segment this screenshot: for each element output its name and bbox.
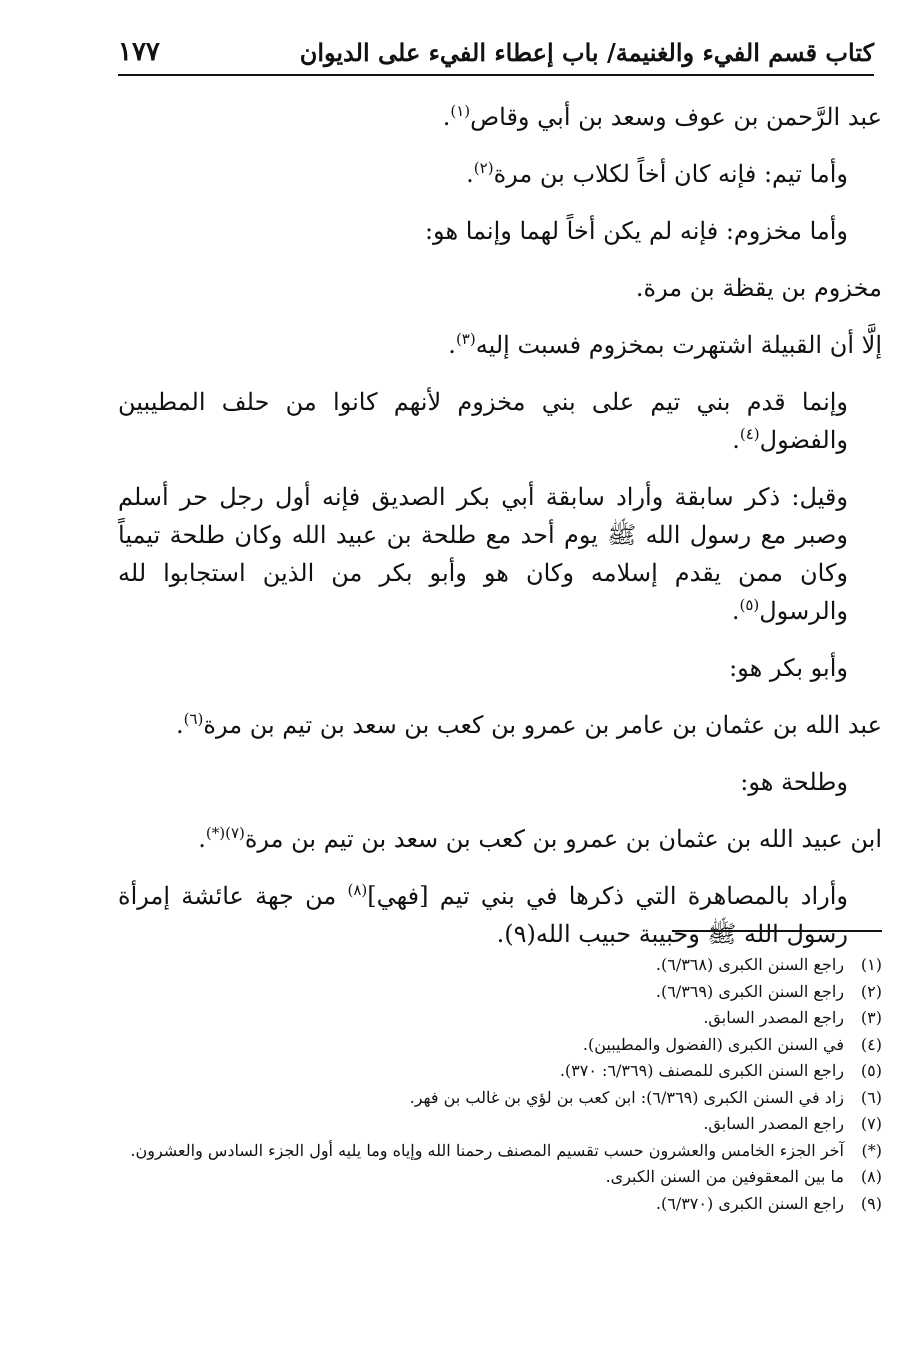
paragraph: وإنما قدم بني تيم على بني مخزوم لأنهم كانوا من حلف المطيبين والفضول$^{(٤)}$.	[118, 388, 849, 454]
paragraph: عبد الرَّحمن بن عوف وسعد بن أبي وقاص$^{(١)}$.	[442, 102, 882, 131]
footnote	[118, 1032, 882, 1059]
footnote	[118, 1085, 882, 1112]
footnote	[118, 1164, 882, 1191]
footnote-number: (٨)	[860, 1167, 882, 1186]
footnote	[118, 1138, 882, 1165]
paragraph: وأبو بكر هو:	[729, 654, 848, 682]
paragraph: وأما تيم: فإنه كان أخاً لكلاب بن مرة$^{(٢)}$.	[466, 159, 848, 188]
footnote-text: راجع السنن الكبرى (٦/٣٦٨).	[655, 955, 844, 974]
footnote-number: (*)	[861, 1140, 882, 1160]
footnote-text: راجع المصدر السابق.	[703, 1114, 844, 1133]
footnote-number: (٢)	[860, 981, 882, 1001]
footnote-text: راجع المصدر السابق.	[703, 1008, 844, 1027]
footnote-text: راجع السنن الكبرى للمصنف (٦/٣٦٩: ٣٧٠).	[559, 1061, 844, 1080]
footnote-text: ما بين المعقوفين من السنن الكبرى.	[605, 1167, 844, 1186]
footnote	[118, 1191, 882, 1218]
footnote	[118, 1111, 882, 1138]
footnotes	[118, 952, 882, 1217]
paragraph: وقيل: ذكر سابقة وأراد سابقة أبي بكر الصديق فإنه أول رجل حر أسلم وصبر مع رسول الله ﷺ يوم أحد مع طلحة بن عبيد الله وكان طلحة تيمياً وكان ممن يقدم إسلامه وكان هو وأبو بكر من الذين استجابوا لله والرسول$^{(٥)}$.	[118, 483, 848, 625]
footnote-ref: (٨)	[347, 881, 368, 899]
running-header	[118, 30, 874, 76]
paragraph: وأراد بالمصاهرة التي ذكرها في بني تيم [فهي]$^{(٨)}$ من جهة عائشة إمرأة رسول الله ﷺ وحبيبة حبيب الله(٩).	[118, 881, 848, 948]
paragraph: مخزوم بن يقظة بن مرة.	[635, 274, 882, 302]
footnote-ref: (٣)	[455, 330, 476, 348]
footnote-ref: (١)	[450, 102, 471, 120]
paragraph: عبد الله بن عثمان بن عامر بن عمرو بن كعب بن سعد بن تيم بن مرة$^{(٦)}$.	[175, 710, 882, 739]
paragraph: وأما مخزوم: فإنه لم يكن أخاً لهما وإنما هو:	[424, 217, 848, 245]
footnote-ref: (٢)	[473, 159, 494, 177]
footnote	[118, 952, 882, 979]
footnote-text: راجع السنن الكبرى (٦/٣٦٩).	[655, 981, 844, 1001]
chapter-title: كتاب قسم الفيء والغنيمة/ باب إعطاء الفيء على الديوان	[299, 37, 874, 67]
main-text	[118, 98, 882, 972]
footnote-number: (٤)	[860, 1034, 882, 1054]
footnote-text: زاد في السنن الكبرى (٦/٣٦٩): ابن كعب بن لؤي بن غالب بن فهر.	[409, 1087, 844, 1107]
footnote-text: آخر الجزء الخامس والعشرون حسب تقسيم المصنف رحمنا الله وإياه وما يليه أول الجزء السادس والعشرون.	[130, 1140, 844, 1160]
footnote-text: في السنن الكبرى (الفضول والمطيبين).	[582, 1034, 844, 1054]
footnote-number: (١)	[860, 955, 882, 974]
footnote-text: راجع السنن الكبرى (٦/٣٧٠).	[655, 1193, 844, 1213]
footnote-ref: (٥)	[739, 596, 760, 614]
page-number: ١٧٧	[118, 37, 160, 67]
paragraph: إلَّا أن القبيلة اشتهرت بمخزوم فسبت إليه$^{(٣)}$.	[448, 330, 882, 359]
footnote-number: (٩)	[860, 1193, 882, 1213]
footnote-ref: (٦)	[183, 710, 204, 728]
footnote-ref: (٤)	[739, 425, 760, 443]
footnote-divider	[672, 930, 882, 932]
footnote-number: (٧)	[860, 1114, 882, 1133]
paragraph: ابن عبيد الله بن عثمان بن عمرو بن كعب بن سعد بن تيم بن مرة$^{(٧)(*)}$.	[198, 824, 882, 853]
footnote-ref: (٧)(*)	[205, 824, 245, 842]
footnote-number: (٥)	[860, 1061, 882, 1080]
footnote-number: (٣)	[860, 1008, 882, 1027]
paragraph: وطلحة هو:	[740, 768, 848, 796]
footnote	[118, 979, 882, 1006]
footnote	[118, 1005, 882, 1032]
footnote-number: (٦)	[860, 1087, 882, 1107]
footnote	[118, 1058, 882, 1085]
